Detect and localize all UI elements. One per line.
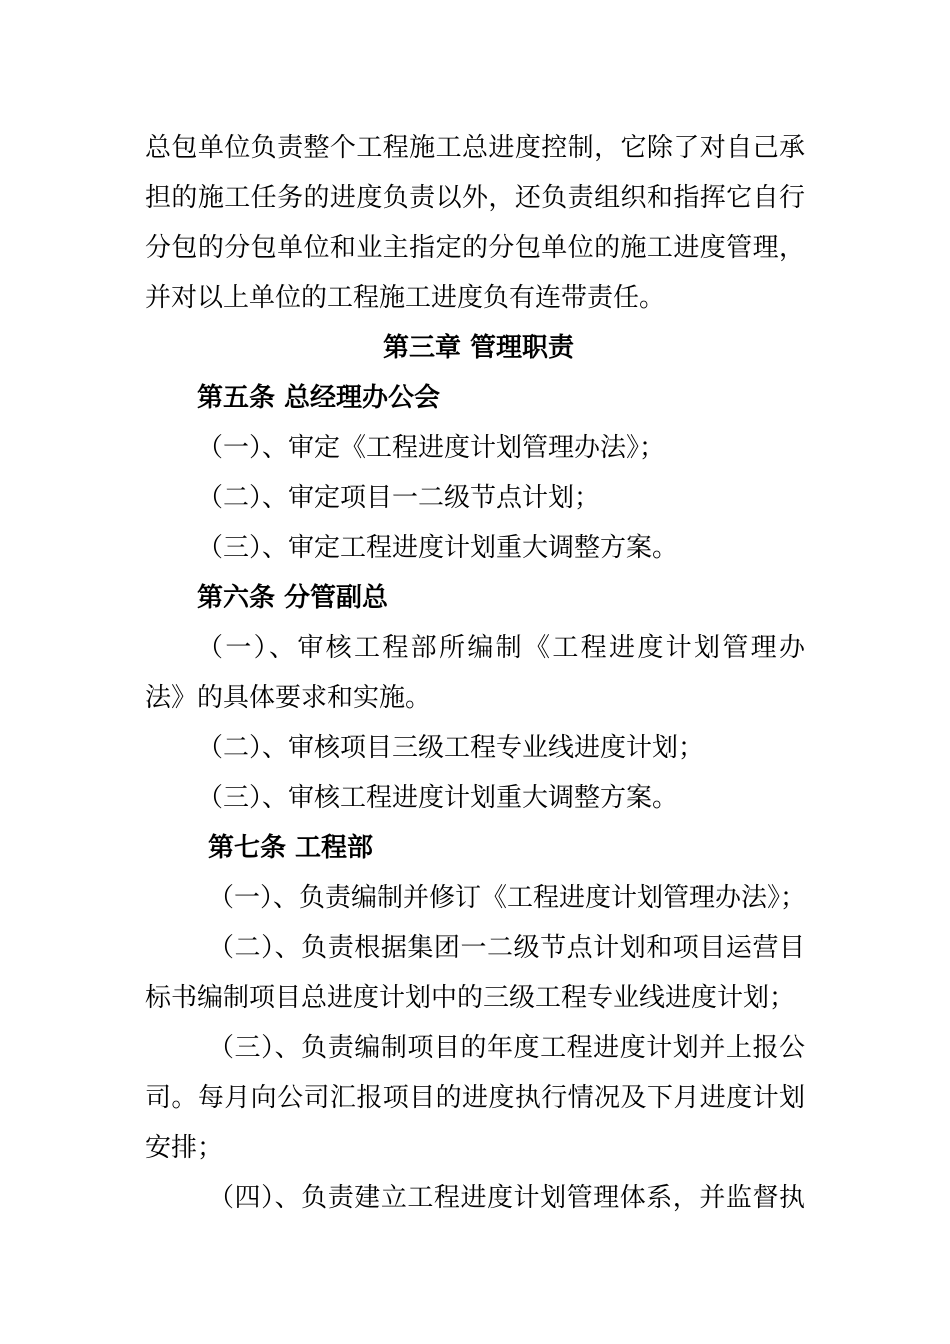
article-7-item-2-line-2: 标书编制项目总进度计划中的三级工程专业线进度计划； [145,983,796,1013]
intro-line-2: 担的施工任务的进度负责以外，还负责组织和指挥它自行 [145,183,805,213]
article-7-item-1: （一）、负责编制并修订《工程进度计划管理办法》； [208,883,807,913]
intro-line-3: 分包的分包单位和业主指定的分包单位的施工进度管理， [145,233,805,263]
intro-line-4: 并对以上单位的工程施工进度负有连带责任。 [145,283,666,313]
chapter-title: 第三章 管理职责 [383,333,575,363]
article-7-title: 第七条 工程部 [208,833,374,863]
article-6-item-1-line-2: 法》的具体要求和实施。 [145,683,432,713]
article-5-title: 第五条 总经理办公会 [197,383,441,413]
article-6-title: 第六条 分管副总 [197,583,389,613]
article-7-item-3-line-3: 安排； [145,1133,224,1163]
intro-line-1: 总包单位负责整个工程施工总进度控制，它除了对自己承 [145,133,805,163]
article-6-item-2: （二）、审核项目三级工程专业线进度计划； [197,733,705,763]
article-5-item-2: （二）、审定项目一二级节点计划； [197,483,601,513]
article-6-item-3: （三）、审核工程进度计划重大调整方案。 [197,783,679,813]
article-7-item-3-line-2: 司。每月向公司汇报项目的进度执行情况及下月进度计划 [145,1083,805,1113]
article-5-item-1: （一）、审定《工程进度计划管理办法》； [197,433,666,463]
article-6-item-1-line-1: （一）、审核工程部所编制《工程进度计划管理办 [197,633,805,663]
article-7-item-4-line-1: （四）、负责建立工程进度计划管理体系，并监督执 [208,1183,805,1213]
article-7-item-3-line-1: （三）、负责编制项目的年度工程进度计划并上报公 [208,1033,805,1063]
article-7-item-2-line-1: （二）、负责根据集团一二级节点计划和项目运营目 [208,933,805,963]
article-5-item-3: （三）、审定工程进度计划重大调整方案。 [197,533,679,563]
